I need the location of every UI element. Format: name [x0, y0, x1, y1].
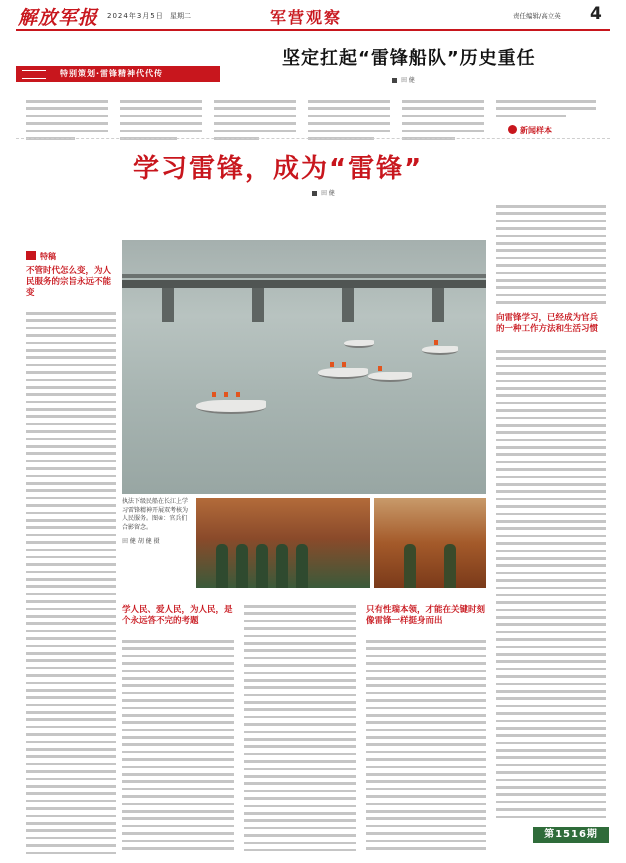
feature-tag-icon [26, 251, 36, 260]
feature-tag: 特稿 [40, 252, 56, 261]
bridge-pier [162, 288, 174, 322]
main-photo-river-boats [122, 240, 486, 494]
article2-byline [312, 188, 335, 197]
subhead-3: 只有性瑞本领，才能在关键时刻像雷锋一样挺身而出 [366, 605, 486, 626]
soldier-figure [236, 544, 248, 588]
article2-right-column [496, 350, 606, 823]
article1-headline: 坚定扛起“雷锋船队”历史重任 [282, 48, 536, 69]
soldier-figure [256, 544, 268, 588]
crew-figure [434, 340, 438, 345]
new-sample-tag: 新闻样本 [520, 126, 552, 135]
crew-figure [236, 392, 240, 397]
soldier-figure [296, 544, 308, 588]
newspaper-logo: 解放军报 [18, 7, 99, 29]
article2-column-3 [244, 605, 356, 856]
crew-figure [330, 362, 334, 367]
article2-right-column-top [496, 205, 606, 308]
crew-figure [378, 366, 382, 371]
patrol-boat [318, 368, 368, 379]
soldier-figure [216, 544, 228, 588]
masthead [0, 0, 626, 30]
article2-left-column [26, 312, 116, 859]
bridge-rail [122, 274, 486, 278]
bridge-pier [432, 288, 444, 322]
byline-square-icon [392, 78, 397, 83]
banner-stripes-icon [22, 70, 46, 79]
photo-caption-text: 执法下级民船在长江上学习雷锋精神开展双考核为人民服务。图④：官兵们合影留念。 [122, 498, 189, 531]
subhead-4: 向雷锋学习，已经成为官兵的一种工作方法和生活习惯 [496, 313, 599, 334]
bridge-deck [122, 280, 486, 288]
soldier-figure [444, 544, 456, 588]
page-number: 4 [590, 4, 602, 24]
article2-byline-text: 田 健 [321, 190, 335, 197]
crew-figure [212, 392, 216, 397]
patrol-boat [422, 346, 458, 355]
new-sample-icon [508, 125, 517, 134]
patrol-boat [368, 372, 412, 382]
article2-column-2 [122, 640, 234, 854]
issue-weekday: 星期二 [170, 12, 191, 20]
article2-column-4 [366, 640, 486, 854]
edition-number: 第1516期 [533, 827, 609, 843]
patrol-boat [196, 400, 266, 414]
issue-date: 2024年3月5日 [107, 12, 164, 20]
article1-byline-text: 田 健 [401, 77, 415, 84]
crew-figure [224, 392, 228, 397]
crew-figure [342, 362, 346, 367]
section-divider [16, 138, 610, 139]
bridge-pier [342, 288, 354, 322]
subhead-1: 不管时代怎么变，为人民服务的宗旨永远不能变 [26, 266, 112, 298]
byline-square-icon [312, 191, 317, 196]
feature-banner: 特别策划·雷锋精神代代传 [16, 66, 220, 82]
responsible-editor: 责任编辑/高立英 [513, 12, 561, 20]
inset-photo-exhibition [374, 498, 486, 588]
photo-credit: 田 健 胡 健 摄 [122, 538, 160, 545]
article1-column-6 [496, 100, 596, 122]
masthead-rule [16, 29, 610, 31]
soldier-figure [404, 544, 416, 588]
section-title: 军营观察 [270, 8, 343, 27]
article1-byline [392, 75, 415, 84]
soldier-figure [276, 544, 288, 588]
article2-headline: 学习雷锋，成为“雷锋” [133, 154, 424, 184]
subhead-2: 学人民、爱人民，为人民，是个永远答不完的考题 [122, 605, 233, 626]
patrol-boat [344, 340, 374, 348]
bridge-pier [252, 288, 264, 322]
inset-photo-soldiers [196, 498, 370, 588]
photo-caption [122, 498, 192, 547]
